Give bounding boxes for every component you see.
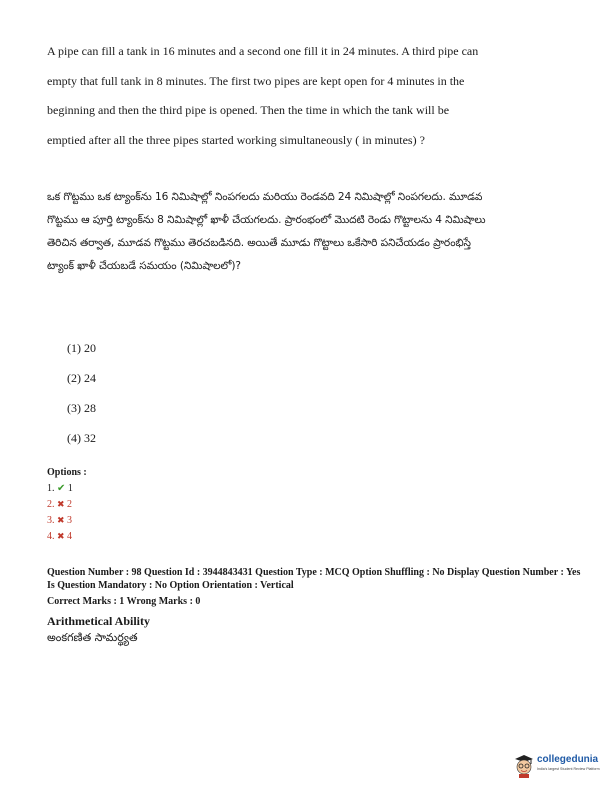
option-number: 4.	[47, 531, 55, 542]
brand-name: collegedunia	[537, 754, 599, 765]
option-number: 2.	[47, 499, 55, 510]
option-value: 1	[67, 483, 73, 494]
student-mascot-icon	[513, 752, 535, 778]
subject-title-english: Arithmetical Ability	[47, 614, 150, 628]
choice-4: (4) 32	[67, 431, 96, 445]
collegedunia-logo	[513, 748, 609, 784]
check-icon: ✔	[57, 483, 66, 494]
option-value: 4	[67, 531, 73, 542]
option-number: 1.	[47, 483, 55, 494]
option-number: 3.	[47, 515, 55, 526]
marks-info: Correct Marks : 1 Wrong Marks : 0	[47, 596, 201, 607]
option-row-2	[47, 497, 87, 513]
option-value: 3	[67, 515, 73, 526]
choice-1: (1) 20	[67, 341, 96, 355]
cross-icon: ✖	[57, 516, 65, 526]
subject-title-telugu: అంకగణిత సామర్థ్యత	[47, 631, 138, 644]
question-text-telugu: ఒక గొట్టము ఒక ట్యాంక్‌ను 16 నిమిషాల్లో నింపగలదు మరియు రెండవది 24 నిమిషాల్లో నింపగలదు. మూడవ గొట్టము ఆ పూర్తి ట్యాంక్‌ను 8 నిమిషాల్లో ఖాళీ చేయగలదు. ప్రారంభంలో మొదటి రెండు గొట్టాలను 4 నిమిషాలు తెరిచిన తర్వాత, మూడవ గొట్టము తెరచబడినది. అయితే మూడు గొట్టాలు ఒకేసారి పనిచేయడం ప్రారంభిస్తే ట్యాంక్ ఖాళీ చేయబడే సమయం (నిమిషాలలో)?	[47, 191, 486, 272]
question-text-english: A pipe can fill a tank in 16 minutes and a second one fill it in 24 minutes. A third pipe can empty that full tank in 8 minutes. The first two pipes are kept open for 4 minutes in the beginning and then the third pipe is opened. Then the time in which the tank will be emptied after all the three pipes started working simultaneously ( in minutes) ?	[47, 44, 479, 147]
option-value: 2	[67, 499, 73, 510]
question-metadata: Question Number : 98 Question Id : 3944843431 Question Type : MCQ Option Shuffling : No Display Question Number : Yes Is Question Mandatory : No Option Orientation : Vertical	[47, 567, 581, 591]
choice-2: (2) 24	[67, 371, 96, 385]
cross-icon: ✖	[57, 500, 65, 510]
cross-icon: ✖	[57, 532, 65, 542]
answer-choices	[67, 333, 96, 453]
brand-tagline: India's largest Student Review Platform	[537, 767, 600, 771]
option-row-3	[47, 513, 87, 529]
choice-3: (3) 28	[67, 401, 96, 415]
option-row-4	[47, 529, 87, 545]
option-row-1	[47, 481, 87, 497]
options-block	[47, 465, 87, 545]
options-title: Options :	[47, 467, 87, 478]
